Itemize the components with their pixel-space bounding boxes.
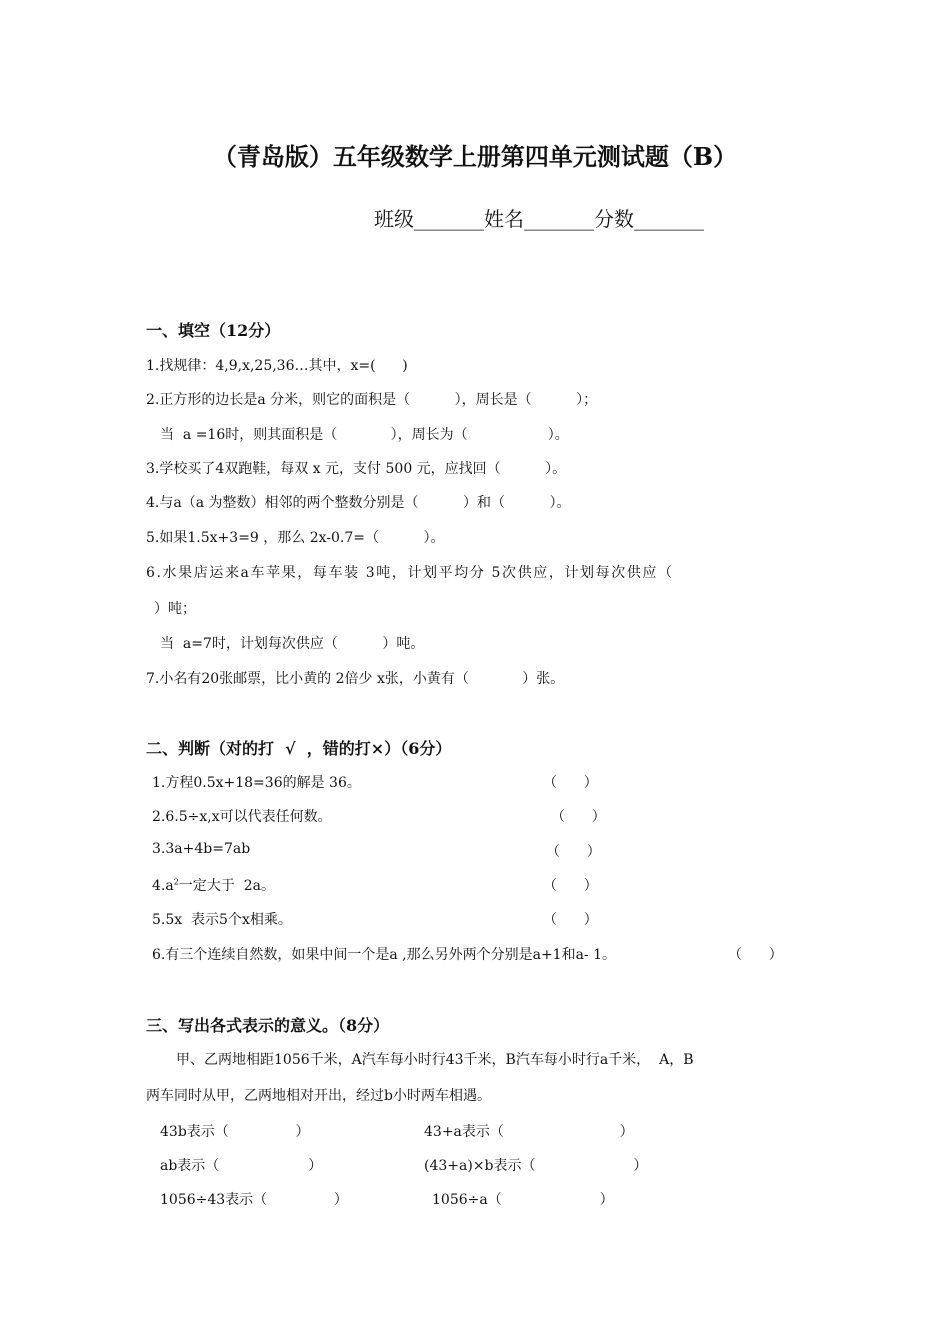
meaning-1056-div-43: 1056÷43表示（ ）: [160, 1192, 348, 1208]
fill-blank-q4: 4.与a（a 为整数）相邻的两个整数分别是（ ）和（ ）。: [146, 495, 571, 511]
fill-blank-q6-cont2: 当 a=7时，计划每次供应（ ）吨。: [160, 636, 425, 652]
judge-item-2: 2.6.5÷x,x可以代表任何数。: [152, 809, 332, 825]
fill-blank-q7: 7.小名有20张邮票，比小黄的 2倍少 x张，小黄有（ ）张。: [146, 671, 565, 687]
meaning-ab: ab表示（ ）: [160, 1158, 323, 1174]
section-2-heading: 二、判断（对的打 √ ，错的打×）（6分）: [146, 739, 452, 758]
judge-item-1: 1.方程0.5x+18=36的解是 36。: [152, 775, 361, 791]
judge-answer-1: （ ）: [543, 775, 598, 791]
judge-answer-5: （ ）: [543, 912, 598, 928]
meaning-43b: 43b表示（ ）: [160, 1124, 310, 1140]
fill-blank-q6: 6.水果店运来a车苹果，每车装 3吨，计划平均分 5次供应，计划每次供应（: [146, 565, 674, 581]
meaning-1056-div-a: 1056÷a（ ）: [432, 1192, 614, 1208]
section-3-heading: 三、写出各式表示的意义。（8分）: [146, 1016, 390, 1035]
judge-answer-3: （ ）: [546, 844, 601, 860]
fill-blank-q3: 3.学校买了4双跑鞋，每双 x 元，支付 500 元，应找回（ ）。: [146, 461, 567, 477]
page-title: （青岛版）五年级数学上册第四单元测试题（B）: [212, 142, 738, 171]
meaning-43-plus-a-times-b: (43+a)×b表示（ ）: [424, 1158, 648, 1174]
fill-blank-q6-cont: ）吨；: [154, 601, 196, 617]
judge-answer-4: （ ）: [543, 878, 598, 894]
judge-item-3: 3.3a+4b=7ab: [152, 841, 251, 857]
word-problem-text-2: 两车同时从甲，乙两地相对开出，经过b小时两车相遇。: [146, 1088, 491, 1104]
meaning-43-plus-a: 43+a表示（ ）: [424, 1124, 634, 1140]
judge-item-4: $4.a^2$一定大于 2a。: [152, 877, 275, 894]
section-1-heading: 一、填空（12分）: [146, 321, 281, 340]
fill-blank-q2: 2.正方形的边长是a 分米，则它的面积是（ ），周长是（ ）；: [146, 392, 598, 408]
judge-item-5: 5.5x 表示5个x相乘。: [152, 912, 292, 928]
judge-item-6: 6.有三个连续自然数，如果中间一个是a ,那么另外两个分别是a+1和a- 1。: [152, 947, 617, 963]
fill-blank-q5: 5.如果1.5x+3=9 ，那么 2x-0.7=（ ）。: [146, 530, 445, 546]
word-problem-text-1: 甲、乙两地相距1056千米，A汽车每小时行43千米，B汽车每小时行a千米， A，B: [176, 1052, 694, 1068]
fill-blank-q2-cont: 当 a =16时，则其面积是（ ），周长为（ ）。: [160, 427, 569, 443]
judge-answer-2: （ ）: [551, 809, 606, 825]
student-info-line: 班级_______姓名_______分数_______: [374, 207, 704, 231]
judge-answer-6: （ ）: [728, 947, 783, 963]
fill-blank-q1: 1.找规律：4,9,x,25,36…其中，x=( ): [146, 358, 408, 374]
